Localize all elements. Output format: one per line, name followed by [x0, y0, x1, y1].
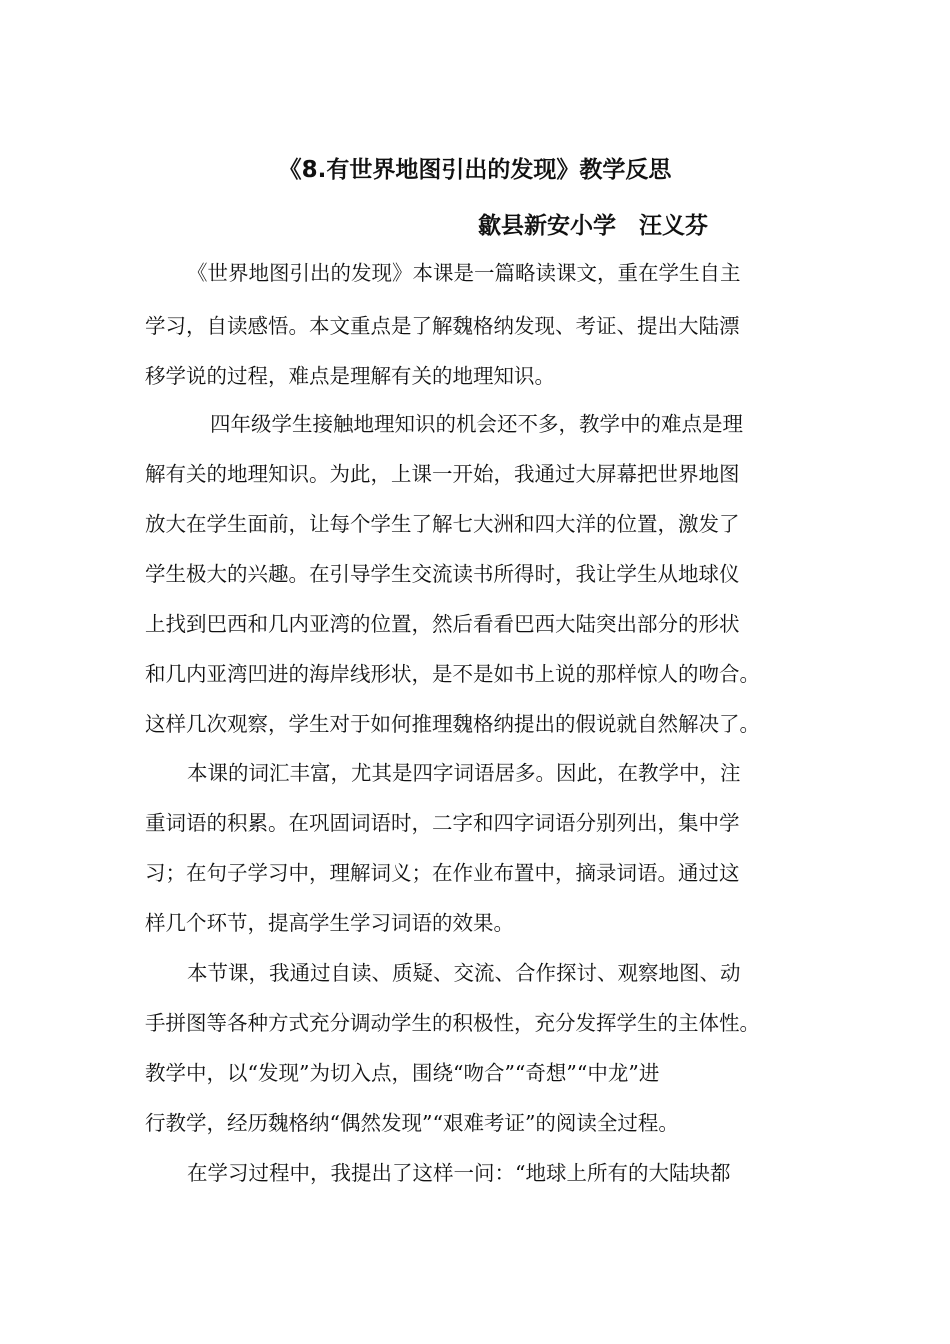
paragraph-line: 样几个环节，提高学生学习词语的效果。: [145, 911, 514, 935]
paragraph-line: 和几内亚湾凹进的海岸线形状，是不是如书上说的那样惊人的吻合。: [145, 662, 760, 686]
paragraph-line: 移学说的过程，难点是理解有关的地理知识。: [145, 364, 555, 388]
paragraph-line: 四年级学生接触地理知识的机会还不多，教学中的难点是理: [210, 412, 743, 436]
paragraph-line: 在学习过程中，我提出了这样一问：“地球上所有的大陆块都: [187, 1161, 731, 1185]
paragraph-line: 本节课，我通过自读、质疑、交流、合作探讨、观察地图、动: [187, 961, 741, 985]
paragraph-line: 学生极大的兴趣。在引导学生交流读书所得时，我让学生从地球仪: [145, 562, 740, 586]
paragraph-line: 上找到巴西和几内亚湾的位置，然后看看巴西大陆突出部分的形状: [145, 612, 740, 636]
paragraph-line: 《世界地图引出的发现》本课是一篇略读课文，重在学生自主: [187, 261, 741, 285]
paragraph-line: 重词语的积累。在巩固词语时，二字和四字词语分别列出，集中学: [145, 811, 740, 835]
author-line: 歙县新安小学 汪义芬: [478, 213, 708, 239]
paragraph-line: 教学中，以“发现”为切入点，围绕“吻合”“奇想”“中龙”进: [145, 1061, 660, 1085]
paragraph-line: 行教学，经历魏格纳“偶然发现”“艰难考证”的阅读全过程。: [145, 1111, 679, 1135]
paragraph-line: 解有关的地理知识。为此，上课一开始，我通过大屏幕把世界地图: [145, 462, 740, 486]
document-title: 《8.有世界地图引出的发现》教学反思: [278, 157, 672, 183]
paragraph-line: 这样几次观察，学生对于如何推理魏格纳提出的假说就自然解决了。: [145, 712, 760, 736]
paragraph-line: 放大在学生面前，让每个学生了解七大洲和四大洋的位置，激发了: [145, 512, 740, 536]
paragraph-line: 本课的词汇丰富，尤其是四字词语居多。因此，在教学中，注: [187, 761, 741, 785]
paragraph-line: 学习，自读感悟。本文重点是了解魏格纳发现、考证、提出大陆漂: [145, 314, 740, 338]
paragraph-line: 手拼图等各种方式充分调动学生的积极性，充分发挥学生的主体性。: [145, 1011, 760, 1035]
paragraph-line: 习；在句子学习中，理解词义；在作业布置中，摘录词语。通过这: [145, 861, 740, 885]
